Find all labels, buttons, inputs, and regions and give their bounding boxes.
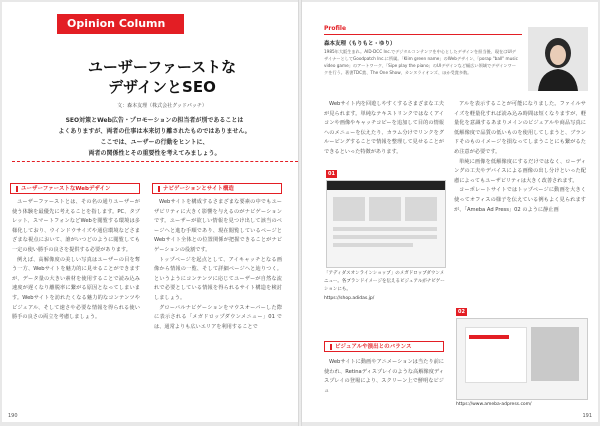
section-heading-visual-balance xyxy=(324,341,444,352)
paragraph: トップページを起点として、アイキャッチとなる画像から情報の一覧、そして詳細ページへと辿りつく。というようにコンテンツに応じてユーザーが自然な流れで必要としている情報を得られるサイト構造を検討しましょう。 xyxy=(154,256,282,301)
profile-name: 森本友理（もりもと・ゆり） xyxy=(324,41,396,47)
section-heading-text: ナビゲーションとサイト構造 xyxy=(163,186,234,192)
byline: 文：森本友理（株式会社グッドパッチ） xyxy=(117,103,207,109)
section-heading-text: ユーザーファーストなWebデザイン xyxy=(21,186,111,192)
screenshot-block xyxy=(333,197,365,221)
lead-line-2: よくありますが、両者の仕事は本来切り離されたものではありません。 xyxy=(58,128,251,135)
profile-rule xyxy=(324,34,522,35)
figure-url-01: https://shop.adidas.jp/ xyxy=(324,296,375,301)
author-portrait xyxy=(528,27,588,91)
lead-line-4: 両者の関係性とその重要性を考えてみましょう。 xyxy=(88,150,221,157)
column-2 xyxy=(154,198,282,332)
lead-line-3: ここでは、ユーザーの行動をヒントに、 xyxy=(100,139,209,146)
lead-line-1: SEO対策とWeb広告・プロモーションの担当者が別であることは xyxy=(65,117,244,124)
column-3-continued xyxy=(324,358,444,396)
page-number: 191 xyxy=(582,413,592,419)
right-page xyxy=(302,2,598,422)
left-page xyxy=(2,2,298,422)
portrait-photo-icon xyxy=(528,27,588,91)
section-heading-web-design xyxy=(10,183,140,194)
screenshot-block xyxy=(369,197,401,221)
headline-line-2: デザインとSEO xyxy=(108,78,216,96)
section-heading-text: ビジュアルや演出とのバランス xyxy=(335,344,412,350)
section-heading-navigation xyxy=(152,183,282,194)
paragraph: 例えば、高解像度の美しい写真はユーザーの目を奪う一方、Webサイトを魅力的に見せることができますが、データ量の大きい素材を使用することで読み込み速度が遅くなり離脱率に繋がる原因となってしまいます。Webサイトを訪れたくなる魅力的なコンテンツやビジュアル、そして速さや必要な情報を得られる使い勝手の良さの両立を考慮しましょう。 xyxy=(12,256,140,321)
column-1 xyxy=(12,198,140,323)
profile-bio: 1985年大阪生まれ。AID-DCC Inc.でデジタルコンテンツを中心としたデザインを担当後、現在はUIデザイナーとしてGoodpatch Inc.に所属。「Klim green name」のWebデザイン、「porap "ball" music video game」のアートワーク、「Sipe play the piano」のUIデザインなど幅広い領域でデザインワークを行う。著書TDC賞、The One Show、カンヌライオンズ、ほか受賞多数。 xyxy=(324,49,518,75)
screenshot-logo-line xyxy=(469,335,509,339)
lead-paragraph xyxy=(27,115,282,159)
figure-caption-01: 「アディダスオンラインショップ」のメガドロップダウンメニュー。各ブランドイメージを伝えるビジュアルがナビゲーションにも。 xyxy=(324,271,445,292)
screenshot-header-bar xyxy=(327,181,445,190)
figure-screenshot-ameba xyxy=(456,318,588,400)
screenshot-line xyxy=(333,243,413,247)
screenshot-block xyxy=(405,197,437,221)
page-number: 190 xyxy=(8,413,18,419)
figure-url-02: https://www.ameba-adpress.com/ xyxy=(456,402,532,407)
screenshot-line xyxy=(333,227,437,231)
figure-screenshot-adidas xyxy=(326,180,446,268)
dashed-divider xyxy=(12,161,298,162)
paragraph: コーポレートサイトではトップページに動画を大きく使ってオフィスの様子を伝えている例もよく見られますが、「Ameba Ad Press」02 のように静止画 xyxy=(454,187,586,213)
headline-line-1: ユーザーファーストな xyxy=(87,58,237,76)
profile-title: Profile xyxy=(324,25,347,32)
paragraph: グローバルナビゲーションをマウスオーバーした際に表示される「メガドロップダウンメニュー」01 では、通常よりも広いエリアを利用することで xyxy=(154,304,282,330)
paragraph: アルを表示することが可能になりました。ファイルサイズを軽量化すれば読み込み時間は短くなりますが、軽量化を意識するあまりメインのビジュアルや商品写真に低解像度で品質の低いものを使用してしまうと、ブランドそのものイメージを損なってしまうことにも繋がるため注意が必要です。 xyxy=(454,101,586,155)
column-3 xyxy=(324,100,444,158)
paragraph: Webサイト内を回遊しやすくするさまざまな工夫が見られます。単純なテキストリンクではなくアイコンや画像やキャッチコピーを追加して目的の情報へのメニューを伝えたり、カラム分けでリンクをグルーピングすることで情報を整理して見せることができるといった特徴があります。 xyxy=(324,101,444,155)
headline xyxy=(42,57,282,97)
screenshot-line xyxy=(333,235,437,239)
paragraph: 単純に画像を低解像度にするだけではなく、ローディングの工夫やデバイスによる画像の出し分けといった配慮によってもユーザビリティは大きく改善されます。 xyxy=(454,158,586,184)
column-tag: Opinion Column xyxy=(57,14,184,34)
figure-number-01: 01 xyxy=(326,170,337,178)
figure-number-02: 02 xyxy=(456,308,467,316)
paragraph: ユーザーファーストとは、その名の通りユーザーが使う体験を最優先に考えることを指します。PC、タブレット、スマートフォンなどWebを閲覧する環境は多様化しており、ウインドウサイズや通信環境などさまざまな視点において、誰がいつどのように閲覧しても一定の使い勝手の良さを提供する必要があります。 xyxy=(12,199,140,253)
paragraph: Webサイトに動画やアニメーションは当たり前に使われ、Retinaディスプレイのような高解像度ディスプレイの登場により、スクリーン上で鮮明なビジュ xyxy=(324,359,444,394)
column-4 xyxy=(454,100,586,215)
screenshot-photo xyxy=(531,327,579,381)
paragraph: Webサイトを構成するさまざまな要素の中でもユーザビリティに大きく影響を与えるのがナビゲーションです。ユーザーが欲しい情報を見つけ出して該当のページへと進む手順であり、現在閲覧しているページとWebサイト全体との位置関係が把握できることがナビゲーションの役割です。 xyxy=(154,199,282,253)
